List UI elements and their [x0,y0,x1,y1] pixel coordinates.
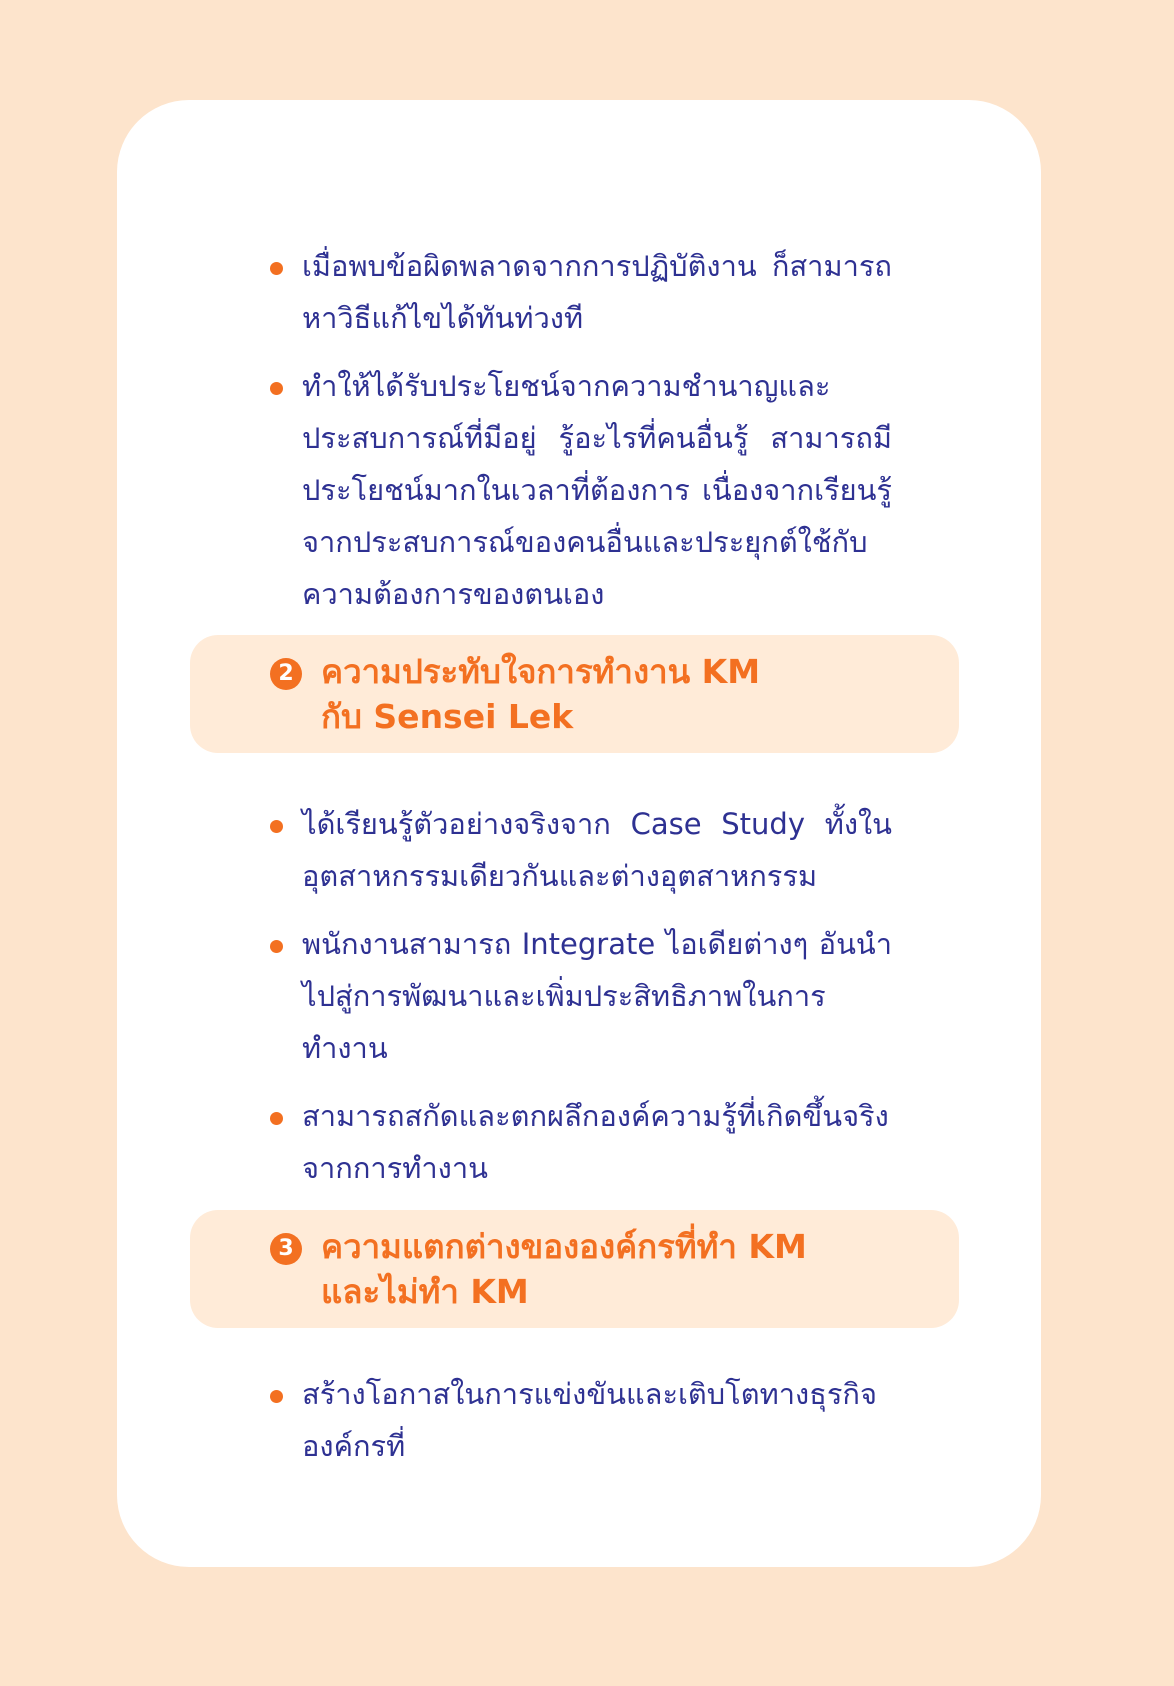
section-2-header [190,635,959,753]
bullet-item: ได้เรียนรู้ตัวอย่างจริงจาก Case Study ทั้งในอุตสาหกรรมเดียวกันและต่างอุตสาหกรรม [117,798,892,902]
section-3-bullet-list [117,1368,1041,1488]
section-2-bullet-list [117,798,1041,1210]
content-card [117,100,1041,1567]
section-title [321,649,941,739]
bullet-item: สร้างโอกาสในการแข่งขันและเติบโตทางธุรกิจ องค์กรที่ [117,1368,892,1472]
bullet-item: เมื่อพบข้อผิดพลาดจากการปฏิบัติงาน ก็สามารถหาวิธีแก้ไขได้ทันท่วงที [117,240,892,344]
intro-bullet-list [117,240,1041,636]
section-title-line: ความแตกต่างขององค์กรที่ทำ KM [321,1227,807,1266]
section-title-line: และไม่ทำ KM [321,1272,529,1311]
bullet-item: ทำให้ได้รับประโยชน์จากความชำนาญและประสบการณ์ที่มีอยู่ รู้อะไรที่คนอื่นรู้ สามารถมีประโยชน์มากในเวลาที่ต้องการ เนื่องจากเรียนรู้จากประสบการณ์ของคนอื่นและประยุกต์ใช้กับความต้องการของตนเอง [117,360,892,620]
bullet-item: สามารถสกัดและตกผลึกองค์ความรู้ที่เกิดขึ้นจริงจากการทำงาน [117,1090,892,1194]
bullet-item: พนักงานสามารถ Integrate ไอเดียต่างๆ อันนำไปสู่การพัฒนาและเพิ่มประสิทธิภาพในการทำงาน [117,918,892,1074]
section-number-badge: 3 [270,1233,302,1265]
section-3-header [190,1210,959,1328]
section-title-line: กับ Sensei Lek [321,697,574,736]
section-title [321,1224,941,1314]
section-number-badge: 2 [270,658,302,690]
section-title-line: ความประทับใจการทำงาน KM [321,652,761,691]
